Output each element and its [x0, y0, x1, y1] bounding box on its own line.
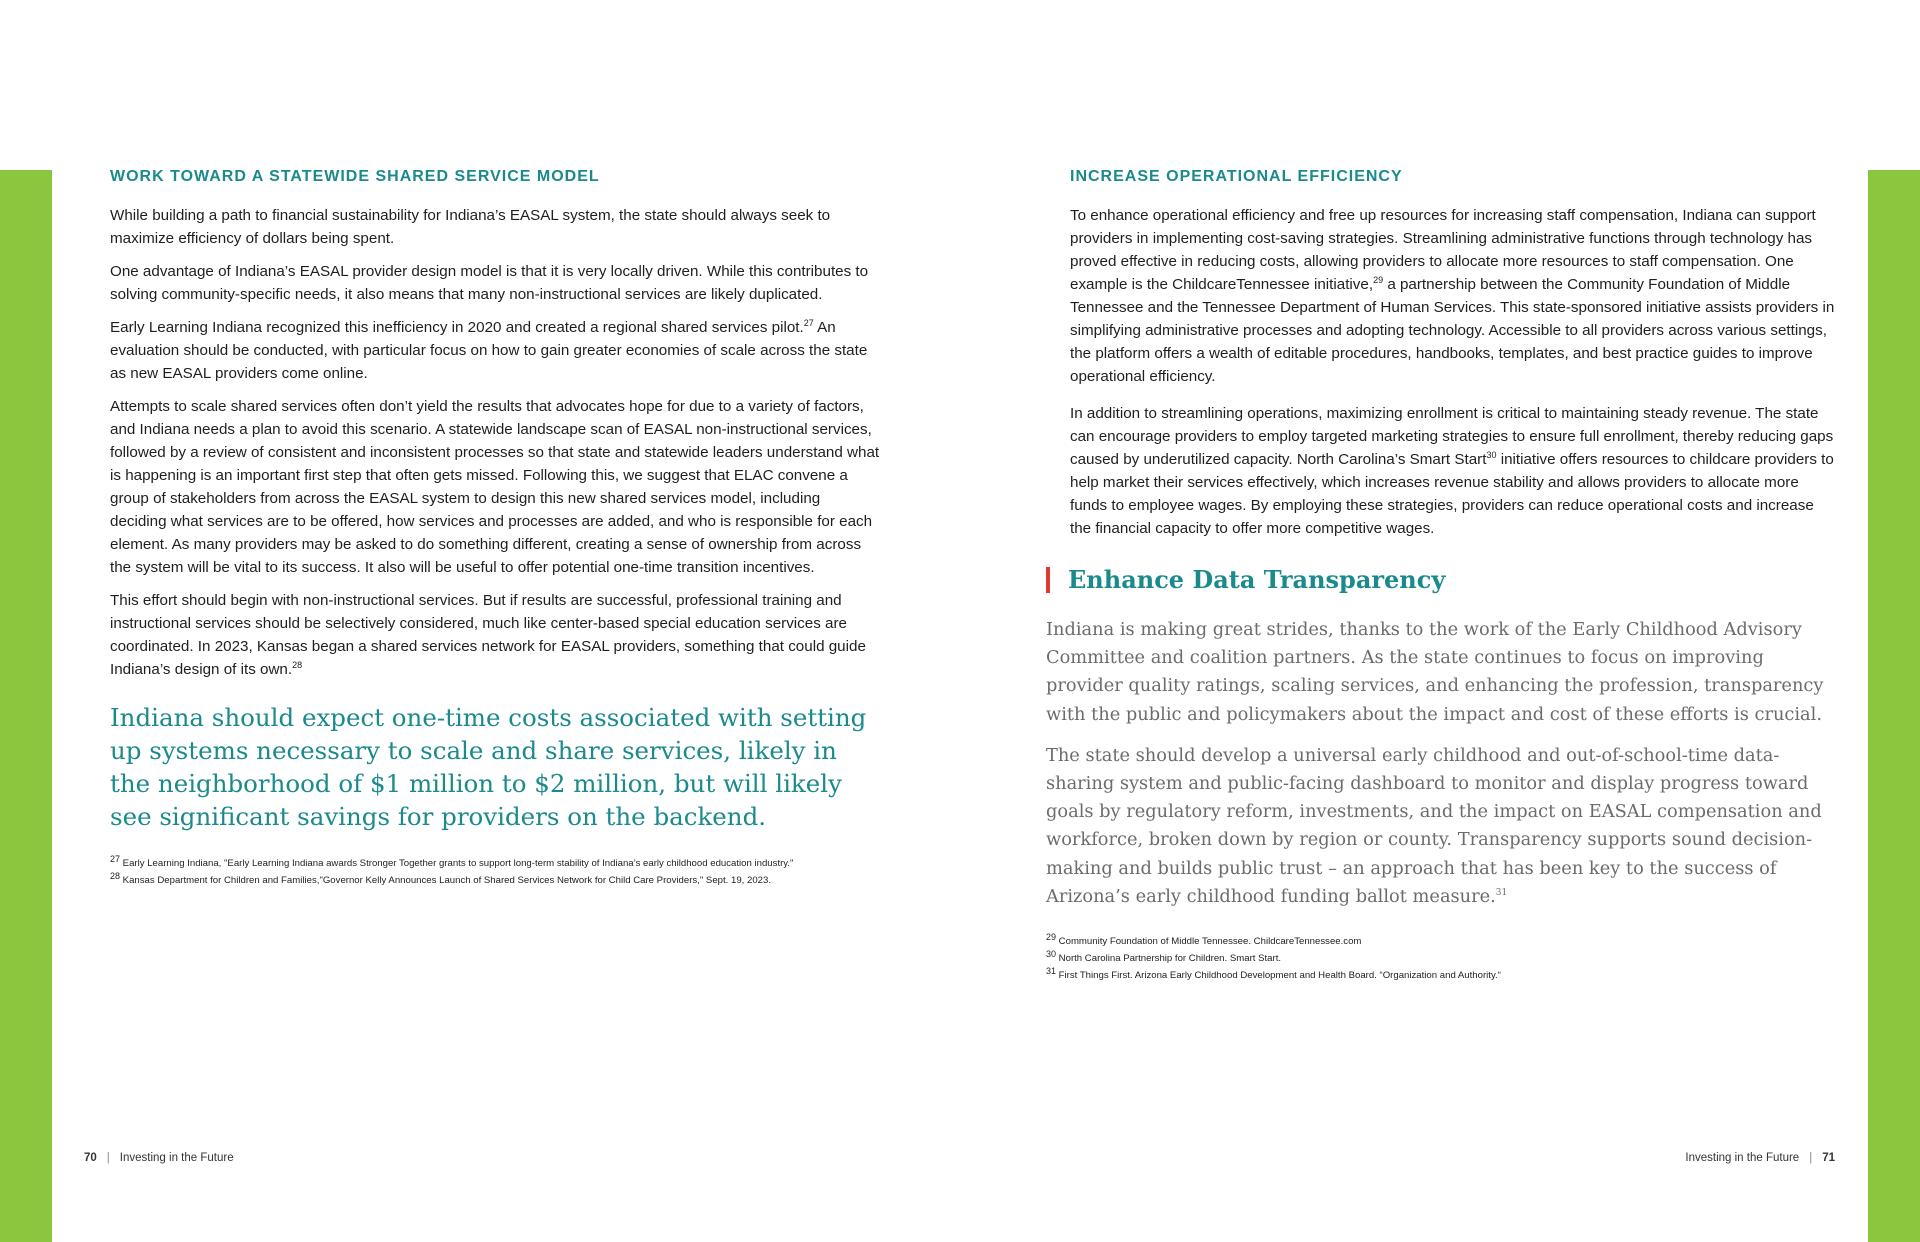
footnote-text: Kansas Department for Children and Families,"Governor Kelly Announces Launch of Shared Services Network for Child Care Providers," Sept. 19, 2023. [120, 875, 771, 886]
paragraph-text: An evaluation should be conducted, with particular focus on how to gain greater economies of scale across the state as new EASAL providers come online. [110, 319, 868, 382]
section-title-row [1046, 565, 1838, 594]
footnote-ref[interactable]: 27 [803, 317, 814, 328]
running-title: Investing in the Future [119, 1152, 234, 1164]
pull-quote: Indiana should expect one-time costs associated with setting up systems necessary to scale and share services, likely in the neighborhood of $1 million to $2 million, but will likely see significant savings for providers on the backend. [110, 703, 867, 831]
paragraph: While building a path to financial sustainability for Indiana’s EASAL system, the state should always seek to maximize efficiency of dollars being spent. [110, 207, 831, 247]
footnote-text: Early Learning Indiana, "Early Learning Indiana awards Stronger Together grants to support long-term stability of Indiana’s early childhood education industry." [120, 858, 794, 869]
data-transparency-section [1046, 565, 1838, 984]
serif-paragraph [1046, 742, 1838, 911]
paragraph [1070, 204, 1835, 388]
right-green-margin-bar [1868, 170, 1920, 1242]
page-number: 71 [1822, 1152, 1835, 1164]
paragraph: Attempts to scale shared services often don’t yield the results that advocates hope for due to a variety of factors, and Indiana needs a plan to avoid this scenario. A statewide landscape scan of EASAL non-instructional services, followed by a review of consistent and inconsistent processes so that state and statewide leaders understand what is happening is an important first step that often gets missed. Following this, we suggest that ELAC convene a group of stakeholders from across the EASAL system to design this new shared services model, including deciding what services are to be offered, how services and processes are added, and who is responsible for each element. As many providers may be asked to do something different, creating a sense of ownership from across the system will be vital to its success. It also will be useful to offer potential one-time transition incentives. [110, 398, 880, 576]
paragraph-text: To enhance operational efficiency and free up resources for increasing staff compensation, Indiana can support providers in implementing cost-saving strategies. Streamlining administrative functions through technology has proved effective in reducing costs, allowing providers to allocate more resources to staff compensation. One example is the ChildcareTennessee initiative, [1070, 207, 1816, 293]
right-page-footer [1685, 1152, 1835, 1164]
section-heading-shared-service: WORK TOWARD A STATEWIDE SHARED SERVICE MODEL [110, 168, 600, 185]
right-page-column [1070, 168, 1835, 550]
paragraph [110, 589, 880, 681]
paragraph-text: initiative offers resources to childcare providers to help market their services effectively, which increases revenue stability and allows providers to allocate more funds to employee wages. By employing these strategies, providers can reduce operational costs and increase the financial capacity to offer more competitive wages. [1070, 451, 1834, 537]
footnote-ref[interactable]: 31 [1495, 887, 1508, 898]
footer-separator: | [106, 1152, 110, 1164]
left-page-footer [84, 1152, 234, 1164]
footnote-number: 29 [1046, 931, 1057, 942]
running-title: Investing in the Future [1685, 1152, 1800, 1164]
footnote [1046, 950, 1838, 967]
paragraph: One advantage of Indiana’s EASAL provider design model is that it is very locally driven. While this contributes to solving community-specific needs, it also means that many non-instructional services are likely duplicated. [110, 263, 869, 303]
footnote-text: First Things First. Arizona Early Childhood Development and Health Board. “Organization and Authority.“ [1056, 970, 1501, 982]
footnote-ref[interactable]: 29 [1373, 274, 1384, 285]
paragraph-text: In addition to streamlining operations, maximizing enrollment is critical to maintaining steady revenue. The state can encourage providers to employ targeted marketing strategies to ensure full enrollment, thereby reducing gaps caused by underutilized capacity. North Carolina’s Smart Start [1070, 405, 1834, 468]
footnote [110, 872, 880, 889]
serif-paragraph: Indiana is making great strides, thanks to the work of the Early Childhood Advisory Committee and coalition partners. As the state continues to focus on improving provider quality ratings, scaling services, and enhancing the profession, transparency with the public and policymakers about the impact and cost of these efforts is crucial. [1046, 619, 1824, 725]
footer-separator: | [1809, 1152, 1813, 1164]
paragraph-text: a partnership between the Community Foundation of Middle Tennessee and the Tennessee Department of Human Services. This state-sponsored initiative assists providers in simplifying administrative processes and adopting technology. Accessible to all providers across various settings, the platform offers a wealth of editable procedures, handbooks, templates, and best practice guides to improve operational efficiency. [1070, 276, 1835, 385]
left-page-column [110, 168, 880, 889]
paragraph-text: The state should develop a universal early childhood and out-of-school-time data-sharing system and public-facing dashboard to monitor and display progress toward goals by regulatory reform, investments, and the impact on EASAL compensation and workforce, broken down by region or county. Transparency supports sound decision-making and builds public trust – an approach that has been key to the success of Arizona’s early childhood funding ballot measure. [1046, 744, 1822, 907]
footnote [110, 855, 880, 872]
footnote-ref[interactable]: 28 [292, 659, 303, 670]
footnotes-list [1046, 933, 1838, 984]
footnote-number: 28 [110, 870, 121, 881]
footnote-text: Community Foundation of Middle Tennessee. ChildcareTennessee.com [1056, 936, 1362, 948]
red-accent-marker [1046, 567, 1050, 593]
paragraph [110, 316, 880, 385]
paragraph [1070, 402, 1835, 540]
section-title: Enhance Data Transparency [1068, 565, 1446, 594]
left-green-margin-bar [0, 170, 52, 1242]
footnote-number: 31 [1046, 965, 1057, 976]
page-number: 70 [84, 1152, 97, 1164]
footnote-text: North Carolina Partnership for Children. Smart Start. [1056, 953, 1282, 965]
footnote-ref[interactable]: 30 [1486, 449, 1497, 460]
footnote-number: 27 [110, 853, 121, 864]
paragraph-text: This effort should begin with non-instructional services. But if results are successful, professional training and instructional services should be selectively considered, much like center-based special education services are coordinated. In 2023, Kansas began a shared services network for EASAL providers, something that could guide Indiana’s design of its own. [110, 592, 866, 678]
section-heading-operational-efficiency: INCREASE OPERATIONAL EFFICIENCY [1070, 168, 1403, 185]
footnote [1046, 967, 1838, 984]
footnote-number: 30 [1046, 948, 1057, 959]
paragraph-text: Early Learning Indiana recognized this inefficiency in 2020 and created a regional shared services pilot. [110, 319, 804, 336]
footnote [1046, 933, 1838, 950]
